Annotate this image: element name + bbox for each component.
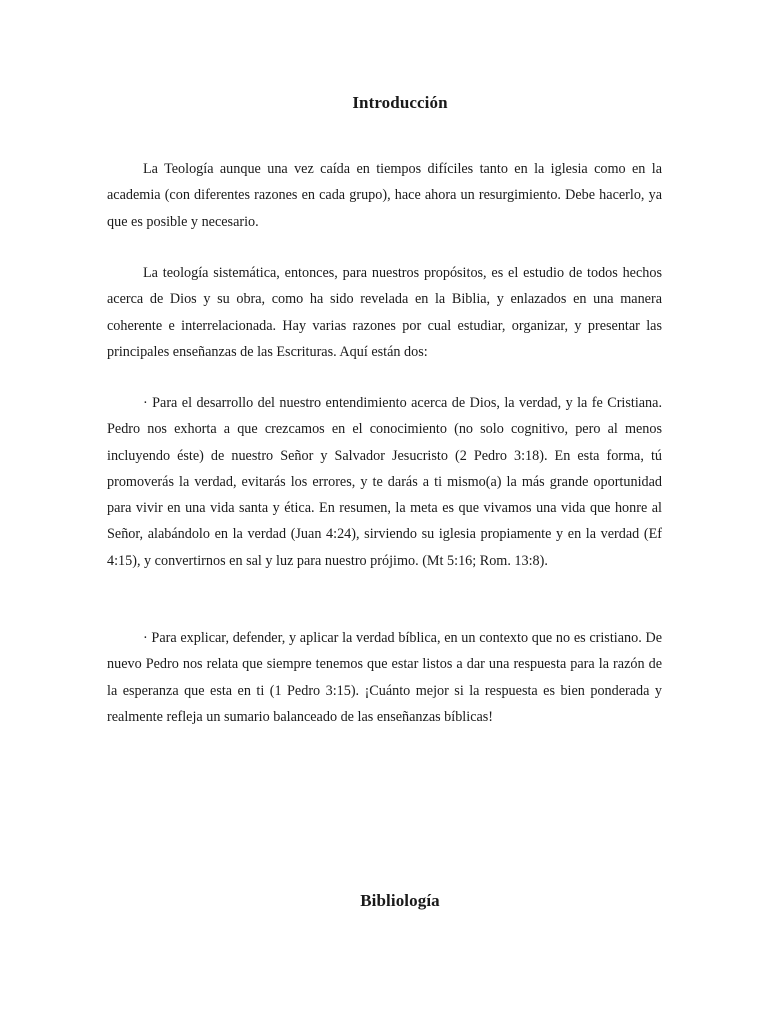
paragraph-reason-understanding: · Para el desarrollo del nuestro entendimiento acerca de Dios, la verdad, y la fe Cristiana. Pedro nos exhorta a que crezcamos en el conocimiento (no solo cognitivo, pero al menos incluyendo éste) de nuestro Señor y Salvador Jesucristo (2 Pedro 3:18). En esta forma, tú promoverás la verdad, evitarás los errores, y te darás a ti mismo(a) la más grande oportunidad para vivir en una vida santa y ética. En resumen, la meta es que vivamos una vida que honre al Señor, alabándolo en la verdad (Juan 4:24), sirviendo su iglesia propiamente y en la verdad (Ef 4:15), y convertirnos en sal y luz para nuestro prójimo. (Mt 5:16; Rom. 13:8).: [107, 395, 662, 569]
paragraph-systematic-theology: La teología sistemática, entonces, para nuestros propósitos, es el estudio de todos hechos acerca de Dios y su obra, como ha sido revelada en la Biblia, y enlazados en una manera coherente e interrelacionada. Hay varias razones por cual estudiar, organizar, y presentar las principales enseñanzas de las Escrituras. Aquí están dos:: [107, 265, 662, 360]
paragraph-theology-resurgence: La Teología aunque una vez caída en tiempos difíciles tanto en la iglesia como en la academia (con diferentes razones en cada grupo), hace ahora un resurgimiento. Debe hacerlo, ya que es posible y necesario.: [107, 161, 662, 230]
bibliology-heading: Bibliología: [360, 891, 440, 910]
intro-heading: Introducción: [352, 93, 448, 112]
paragraph-reason-apologetics: · Para explicar, defender, y aplicar la verdad bíblica, en un contexto que no es cristiano. De nuevo Pedro nos relata que siempre tenemos que estar listos a dar una respuesta para la razón de la esperanza que esta en ti (1 Pedro 3:15). ¡Cuánto mejor si la respuesta es bien ponderada y realmente refleja un sumario balanceado de las enseñanzas bíblicas!: [107, 630, 662, 725]
